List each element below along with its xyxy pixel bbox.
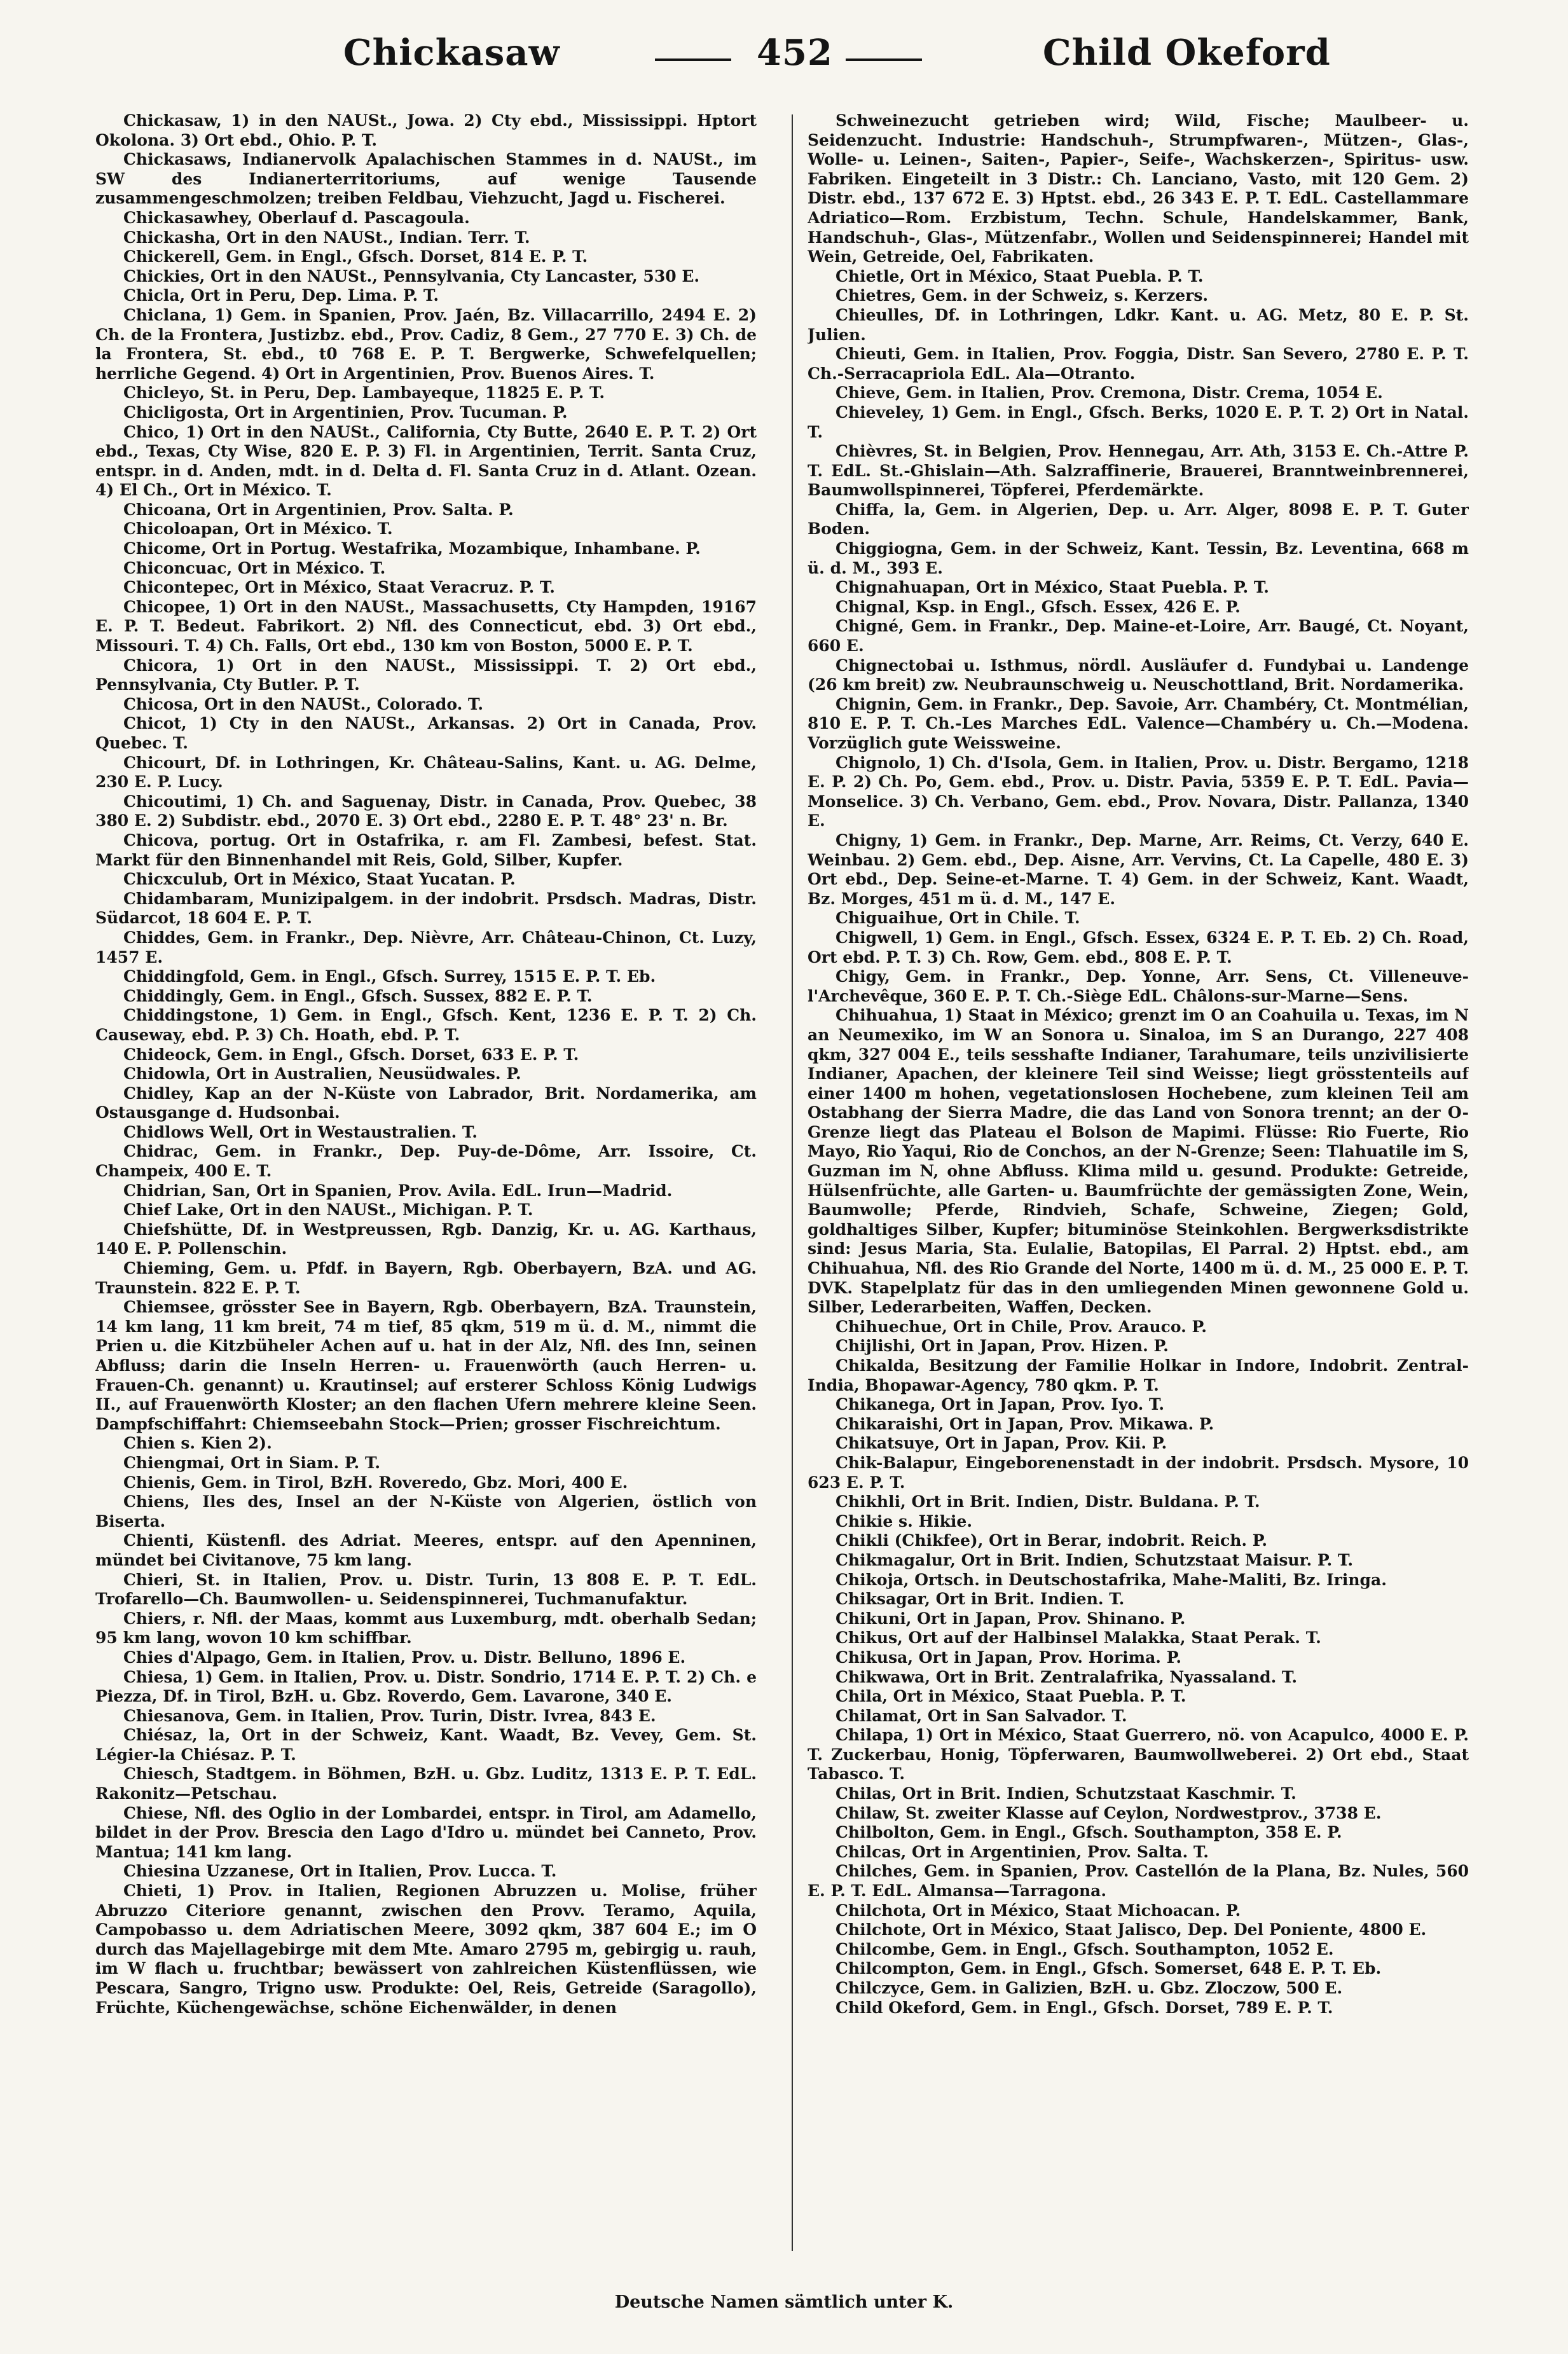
dictionary-entry: Chikusa, Ort in Japan, Prov. Horima. P. bbox=[836, 1648, 1182, 1667]
dictionary-entry: Chilcompton, Gem. in Engl., Gfsch. Somerset, 648 E. P. T. Eb. bbox=[836, 1959, 1382, 1978]
dictionary-entry: Chilapa, 1) Ort in México, Staat Guerrero, nö. von Acapulco, 4000 E. P. T. Zuckerbau, Honig, Töpferwaren, Baumwollweberei. 2) Ort ebd., Staat Tabasco. T. bbox=[808, 1726, 1469, 1784]
dictionary-entry: Chiésaz, la, Ort in der Schweiz, Kant. Waadt, Bz. Vevey, Gem. St. Légier-la Chiésaz. P. T. bbox=[95, 1726, 757, 1764]
dictionary-entry: Chiconcuac, Ort in México. T. bbox=[123, 558, 386, 577]
dictionary-entry: Chilas, Ort in Brit. Indien, Schutzstaat Kaschmir. T. bbox=[836, 1784, 1296, 1803]
dictionary-entry: Chièvres, St. in Belgien, Prov. Hennegau, Arr. Ath, 3153 E. Ch.-Attre P. T. EdL. St.-Ghislain—Ath. Salzraffinerie, Brauerei, Branntweinbrennerei, Baumwollspinnerei, Töpferei, Pferdemärkte. bbox=[808, 442, 1469, 500]
page-header bbox=[0, 32, 1568, 89]
dictionary-entry: Chignahuapan, Ort in México, Staat Puebla. P. T. bbox=[836, 578, 1269, 597]
dictionary-entry: Chicligosta, Ort in Argentinien, Prov. Tucuman. P. bbox=[123, 403, 568, 422]
dictionary-entry: Chigwell, 1) Gem. in Engl., Gfsch. Essex, 6324 E. P. T. Eb. 2) Ch. Road, Ort ebd. P. T. 3) Ch. Row, Gem. ebd., 808 E. P. T. bbox=[808, 928, 1469, 967]
dictionary-entry: Chico, 1) Ort in den NAUSt., California, Cty Butte, 2640 E. P. T. 2) Ort ebd., Texas, Cty Wise, 820 E. P. 3) Fl. in Argentinien, Territ. Santa Cruz, entspr. in d. Anden, mdt. in d. Delta d. Fl. Santa Cruz in d. Atlant. Ozean. 4) El Ch., Ort in México. T. bbox=[95, 422, 757, 500]
dictionary-entry: Chikus, Ort auf der Halbinsel Malakka, Staat Perak. T. bbox=[836, 1628, 1321, 1648]
dictionary-entry: Chidambaram, Munizipalgem. in der indobrit. Prsdsch. Madras, Distr. Südarcot, 18 604 E. P. T. bbox=[95, 889, 757, 928]
dictionary-entry: Chiksagar, Ort in Brit. Indien. T. bbox=[836, 1590, 1125, 1609]
dictionary-entry: Chignin, Gem. in Frankr., Dep. Savoie, Arr. Chambéry, Ct. Montmélian, 810 E. P. T. Ch.-Les Marches EdL. Valence—Chambéry u. Ch.—Modena. Vorzüglich gute Weissweine. bbox=[808, 694, 1469, 752]
dictionary-entry: Chieti, 1) Prov. in Italien, Regionen Abruzzen u. Molise, früher Abruzzo Citeriore genannt, zwischen den Provv. Teramo, Aquila, Campobasso u. dem Adriatischen Meere, 3092 qkm, 387 604 E.; im O durch das Majellagebirge mit dem Mte. Amaro 2795 m, gebirgig u. rauh, im W flach u. fruchtbar; bewässert von zahlreichen Küstenflüssen, wie Pescara, Sangro, Trigno usw. Produkte: Oel, Reis, Getreide (Saragollo), Früchte, Küchengewächse, schöne Eichenwälder, in denen bbox=[95, 1882, 757, 2017]
dictionary-entry: Chieulles, Df. in Lothringen, Ldkr. Kant. u. AG. Metz, 80 E. P. St. Julien. bbox=[808, 305, 1469, 344]
dictionary-entry: Chidley, Kap an der N-Küste von Labrador, Brit. Nordamerika, am Ostausgange d. Hudsonbai. bbox=[95, 1084, 757, 1122]
dictionary-entry: Chiddes, Gem. in Frankr., Dep. Nièvre, Arr. Château-Chinon, Ct. Luzy, 1457 E. bbox=[95, 928, 757, 967]
dictionary-entry: Chignolo, 1) Ch. d'Isola, Gem. in Italien, Prov. u. Distr. Bergamo, 1218 E. P. 2) Ch. Po, Gem. ebd., Prov. u. Distr. Pavia, 5359 E. P. T. EdL. Pavia—Monselice. 3) Ch. Verbano, Gem. ebd., Prov. Novara, Distr. Pallanza, 1340 E. bbox=[808, 753, 1469, 830]
dictionary-entry: Chilchote, Ort in México, Staat Jalisco, Dep. Del Poniente, 4800 E. bbox=[836, 1920, 1427, 1939]
dictionary-entry: Chilczyce, Gem. in Galizien, BzH. u. Gbz. Zloczow, 500 E. bbox=[836, 1979, 1343, 1997]
dictionary-entry: Chihuahua, 1) Staat in México; grenzt im O an Coahuila u. Texas, im N an Neumexiko, im W an Sonora u. Sinaloa, im S an Durango, 227 408 qkm, 327 004 E., teils sesshafte Indianer, Tarahumare, teils unzivilisierte Indianer, Apachen, der kleinere Teil sind Weisse; liegt grösstenteils auf einer 1400 m hohen, vegetationslosen Hochebene, zum kleinen Teil am Ostabhang der Sierra Madre, die das Land von Sonora trennt; an der O-Grenze liegt das Plateau el Bolson de Mapimi. Flüsse: Rio Fuerte, Rio Mayo, Rio Yaqui, Rio de Conchos, an der N-Grenze; Seen: Tlahuatile im S, Guzman im N, ohne Abfluss. Klima mild u. gesund. Produkte: Getreide, Hülsenfrüchte, alle Garten- u. Baumfrüchte der gemässigten Zone, Wein, Baumwolle; Pferde, Rindvieh, Schafe, Schweine, Ziegen; Gold, goldhaltiges Silber, Kupfer; bituminöse Steinkohlen. Bergwerksdistrikte sind: Jesus Maria, Sta. Eulalie, Batopilas, El Parral. 2) Hptst. ebd., am Chihuahua, Nfl. des Rio Grande del Norte, 1400 m ü. d. M., 25 000 E. P. T. DVK. Stapelplatz für das in den umliegenden Minen gewonnene Gold u. Silber, Lederarbeiten, Waffen, Decken. bbox=[808, 1006, 1469, 1317]
dictionary-entry: Chikatsuye, Ort in Japan, Prov. Kii. P. bbox=[836, 1434, 1167, 1453]
dictionary-entry: Chicontepec, Ort in México, Staat Veracruz. P. T. bbox=[123, 578, 555, 597]
dictionary-entry: Chik-Balapur, Eingeborenenstadt in der indobrit. Prsdsch. Mysore, 10 623 E. P. T. bbox=[808, 1453, 1469, 1492]
dictionary-entry: Chickies, Ort in den NAUSt., Pennsylvania, Cty Lancaster, 530 E. bbox=[123, 266, 700, 286]
dictionary-entry: Chicosa, Ort in den NAUSt., Colorado. T. bbox=[123, 694, 484, 713]
dictionary-entry: Chilches, Gem. in Spanien, Prov. Castellón de la Plana, Bz. Nules, 560 E. P. T. EdL. Almansa—Tarragona. bbox=[808, 1862, 1469, 1901]
dictionary-entry: Chiesa, 1) Gem. in Italien, Prov. u. Distr. Sondrio, 1714 E. P. T. 2) Ch. e Piezza, Df. in Tirol, BzH. u. Gbz. Roverdo, Gem. Lavarone, 340 E. bbox=[95, 1667, 757, 1706]
dictionary-entry: Chilchota, Ort in México, Staat Michoacan. P. bbox=[836, 1901, 1241, 1920]
dictionary-entry: Chiens, Iles des, Insel an der N-Küste von Algerien, östlich von Biserta. bbox=[95, 1492, 757, 1531]
dictionary-entry: Chien s. Kien 2). bbox=[123, 1434, 272, 1453]
dictionary-entry: Chiesanova, Gem. in Italien, Prov. Turin, Distr. Ivrea, 843 E. bbox=[123, 1706, 656, 1725]
dictionary-entry: Child Okeford, Gem. in Engl., Gfsch. Dorset, 789 E. P. T. bbox=[836, 1998, 1333, 2017]
dictionary-entry: Chicleyo, St. in Peru, Dep. Lambayeque, 11825 E. P. T. bbox=[123, 383, 605, 403]
dictionary-entry: Chikmagalur, Ort in Brit. Indien, Schutzstaat Maisur. P. T. bbox=[836, 1550, 1354, 1569]
dictionary-entry: Chickasha, Ort in den NAUSt., Indian. Terr. T. bbox=[123, 228, 530, 247]
dictionary-entry: Chidowla, Ort in Australien, Neusüdwales. P. bbox=[123, 1064, 521, 1084]
dictionary-entry: Chilaw, St. zweiter Klasse auf Ceylon, Nordwestprov., 3738 E. bbox=[836, 1803, 1382, 1822]
dictionary-entry: Chila, Ort in México, Staat Puebla. P. T. bbox=[836, 1687, 1186, 1706]
dictionary-entry: Chicxculub, Ort in México, Staat Yucatan. P. bbox=[123, 870, 516, 889]
dictionary-entry: Chikli (Chikfee), Ort in Berar, indobrit. Reich. P. bbox=[836, 1531, 1268, 1550]
dictionary-entry: Chiers, r. Nfl. der Maas, kommt aus Luxemburg, mdt. oberhalb Sedan; 95 km lang, wovon 10 km schiffbar. bbox=[95, 1609, 757, 1648]
dictionary-entry: Chicot, 1) Cty in den NAUSt., Arkansas. 2) Ort in Canada, Prov. Quebec. T. bbox=[95, 714, 757, 752]
dictionary-entry: Chicova, portug. Ort in Ostafrika, r. am Fl. Zambesi, befest. Stat. Markt für den Binnenhandel mit Reis, Gold, Silber, Kupfer. bbox=[95, 830, 757, 869]
dictionary-entry: Chikanega, Ort in Japan, Prov. Iyo. T. bbox=[836, 1395, 1165, 1414]
dictionary-entry: Chilcas, Ort in Argentinien, Prov. Salta. T. bbox=[836, 1842, 1209, 1861]
left-headword: Chickasaw bbox=[343, 32, 560, 74]
dictionary-entry: Chickerell, Gem. in Engl., Gfsch. Dorset, 814 E. P. T. bbox=[123, 247, 588, 266]
dictionary-entry: Chicoloapan, Ort in México. T. bbox=[123, 520, 393, 539]
dictionary-entry: Chicla, Ort in Peru, Dep. Lima. P. T. bbox=[123, 286, 439, 305]
dictionary-entry: Chieve, Gem. in Italien, Prov. Cremona, Distr. Crema, 1054 E. bbox=[836, 383, 1383, 403]
dictionary-entry: Chiggiogna, Gem. in der Schweiz, Kant. Tessin, Bz. Leventina, 668 m ü. d. M., 393 E. bbox=[808, 539, 1469, 577]
dictionary-entry: Chikuni, Ort in Japan, Prov. Shinano. P. bbox=[836, 1609, 1186, 1628]
dictionary-entry: Chicourt, Df. in Lothringen, Kr. Château-Salins, Kant. u. AG. Delme, 230 E. P. Lucy. bbox=[95, 753, 757, 792]
dictionary-entry: Chiffa, la, Gem. in Algerien, Dep. u. Arr. Alger, 8098 E. P. T. Guter Boden. bbox=[808, 500, 1469, 539]
dictionary-entry: Chikie s. Hikie. bbox=[836, 1511, 973, 1531]
dictionary-entry: Chieri, St. in Italien, Prov. u. Distr. Turin, 13 808 E. P. T. EdL. Trofarello—Ch. Baumwollen- u. Seidenspinnerei, Tuchmanufaktur. bbox=[95, 1570, 757, 1609]
dictionary-entry: Chietres, Gem. in der Schweiz, s. Kerzers. bbox=[836, 286, 1209, 305]
dictionary-entry: Chieming, Gem. u. Pfdf. in Bayern, Rgb. Oberbayern, BzA. und AG. Traunstein. 822 E. P. T. bbox=[95, 1259, 757, 1297]
page-number: 452 bbox=[757, 32, 833, 74]
dictionary-entry: Chilamat, Ort in San Salvador. T. bbox=[836, 1706, 1127, 1725]
left-column bbox=[95, 111, 757, 2254]
dictionary-entry: Schweinezucht getrieben wird; Wild, Fische; Maulbeer- u. Seidenzucht. Industrie: Handschuh-, Strumpfwaren-, Mützen-, Glas-, Wolle- u. Leinen-, Saiten-, Papier-, Seife-, Wachskerzen-, Spiritus- usw. Fabriken. Eingeteilt in 3 Distr.: Ch. Lanciano, Vasto, mit 120 Gem. 2) Distr. ebd., 137 672 E. 3) Hptst. ebd., 26 343 E. P. T. EdL. Castellammare Adriatico—Rom. Erzbistum, Techn. Schule, Handelskammer, Bank, Handschuh-, Glas-, Mützenfabr., Wollen und Seidenspinnerei; Handel mit Wein, Getreide, Oel, Fabrikaten. bbox=[808, 111, 1469, 266]
dictionary-entry: Chicoutimi, 1) Ch. and Saguenay, Distr. in Canada, Prov. Quebec, 38 380 E. 2) Subdistr. ebd., 2070 E. 3) Ort ebd., 2280 E. P. T. 48° 23' n. Br. bbox=[95, 792, 757, 830]
dictionary-entry: Chies d'Alpago, Gem. in Italien, Prov. u. Distr. Belluno, 1896 E. bbox=[123, 1648, 686, 1667]
header-dash-left bbox=[655, 59, 731, 61]
dictionary-entry: Chicome, Ort in Portug. Westafrika, Mozambique, Inhambane. P. bbox=[123, 539, 701, 558]
dictionary-entry: Chiemsee, grösster See in Bayern, Rgb. Oberbayern, BzA. Traunstein, 14 km lang, 11 km breit, 74 m tief, 85 qkm, 519 m ü. d. M., nimmt die Prien u. die Kitzbüheler Achen auf u. hat in der Alz, Nfl. des Inn, seinen Abfluss; darin die Inseln Herren- u. Frauenwörth (auch Herren- u. Frauen-Ch. genannt) u. Krautinsel; auf ersterer Schloss König Ludwigs II., auf Frauenwörth Kloster; an den flachen Ufern mehrere kleine Seen. Dampfschiffahrt: Chiemseebahn Stock—Prien; grosser Fischreichtum. bbox=[95, 1298, 757, 1433]
dictionary-entry: Chikwawa, Ort in Brit. Zentralafrika, Nyassaland. T. bbox=[836, 1667, 1298, 1686]
dictionary-entry: Chigny, 1) Gem. in Frankr., Dep. Marne, Arr. Reims, Ct. Verzy, 640 E. Weinbau. 2) Gem. ebd., Dep. Aisne, Arr. Vervins, Ct. La Capelle, 480 E. 3) Ort ebd., Dep. Seine-et-Marne. T. 4) Gem. in der Schweiz, Kant. Waadt, Bz. Morges, 451 m ü. d. M., 147 E. bbox=[808, 830, 1469, 908]
dictionary-entry: Chicoana, Ort in Argentinien, Prov. Salta. P. bbox=[123, 500, 514, 519]
dictionary-entry: Chideock, Gem. in Engl., Gfsch. Dorset, 633 E. P. T. bbox=[123, 1045, 579, 1064]
dictionary-entry: Chieveley, 1) Gem. in Engl., Gfsch. Berks, 1020 E. P. T. 2) Ort in Natal. T. bbox=[808, 403, 1469, 441]
dictionary-entry: Chieuti, Gem. in Italien, Prov. Foggia, Distr. San Severo, 2780 E. P. T. Ch.-Serracapriola EdL. Ala—Otranto. bbox=[808, 345, 1469, 383]
dictionary-entry: Chigné, Gem. in Frankr., Dep. Maine-et-Loire, Arr. Baugé, Ct. Noyant, 660 E. bbox=[808, 617, 1469, 656]
dictionary-entry: Chiddingfold, Gem. in Engl., Gfsch. Surrey, 1515 E. P. T. Eb. bbox=[123, 967, 656, 986]
dictionary-entry: Chiefshütte, Df. in Westpreussen, Rgb. Danzig, Kr. u. AG. Karthaus, 140 E. P. Pollenschin. bbox=[95, 1220, 757, 1258]
dictionary-entry: Chietle, Ort in México, Staat Puebla. P. T. bbox=[836, 266, 1204, 286]
header-dash-right bbox=[846, 59, 922, 61]
dictionary-entry: Chiddingly, Gem. in Engl., Gfsch. Sussex, 882 E. P. T. bbox=[123, 986, 593, 1005]
dictionary-entry: Chikaraishi, Ort in Japan, Prov. Mikawa. P. bbox=[836, 1414, 1214, 1433]
dictionary-entry: Chickasawhey, Oberlauf d. Pascagoula. bbox=[123, 208, 470, 227]
dictionary-entry: Chidrac, Gem. in Frankr., Dep. Puy-de-Dôme, Arr. Issoire, Ct. Champeix, 400 E. T. bbox=[95, 1142, 757, 1181]
dictionary-entry: Chickasaws, Indianervolk Apalachischen Stammes in d. NAUSt., im SW des Indianerterritoriums, auf wenige Tausende zusammengeschmolzen; treiben Feldbau, Viehzucht, Jagd u. Fischerei. bbox=[95, 150, 757, 208]
dictionary-entry: Chienis, Gem. in Tirol, BzH. Roveredo, Gbz. Mori, 400 E. bbox=[123, 1473, 628, 1492]
dictionary-entry: Chikhli, Ort in Brit. Indien, Distr. Buldana. P. T. bbox=[836, 1492, 1260, 1511]
dictionary-entry: Chignectobai u. Isthmus, nördl. Ausläufer d. Fundybai u. Landenge (26 km breit) zw. Neubraunschweig u. Neuschottland, Brit. Nordamerika. bbox=[808, 656, 1469, 694]
dictionary-entry: Chickasaw, 1) in den NAUSt., Jowa. 2) Cty ebd., Mississippi. Hptort Okolona. 3) Ort ebd., Ohio. P. T. bbox=[95, 111, 757, 149]
dictionary-entry: Chikalda, Besitzung der Familie Holkar in Indore, Indobrit. Zentral-India, Bhopawar-Agency, 780 qkm. P. T. bbox=[808, 1356, 1469, 1394]
dictionary-entry: Chiclana, 1) Gem. in Spanien, Prov. Jaén, Bz. Villacarrillo, 2494 E. 2) Ch. de la Frontera, Justizbz. ebd., Prov. Cadiz, 8 Gem., 27 770 E. 3) Ch. de la Frontera, St. ebd., t0 768 E. P. T. Bergwerke, Schwefelquellen; herrliche Gegend. 4) Ort in Argentinien, Prov. Buenos Aires. T. bbox=[95, 305, 757, 383]
dictionary-entry: Chignal, Ksp. in Engl., Gfsch. Essex, 426 E. P. bbox=[836, 597, 1241, 616]
right-headword: Child Okeford bbox=[1043, 32, 1331, 74]
dictionary-entry: Chiesch, Stadtgem. in Böhmen, BzH. u. Gbz. Luditz, 1313 E. P. T. EdL. Rakonitz—Petschau. bbox=[95, 1765, 757, 1803]
dictionary-entry: Chicora, 1) Ort in den NAUSt., Mississippi. T. 2) Ort ebd., Pennsylvania, Cty Butler. P. T. bbox=[95, 656, 757, 694]
dictionary-entry: Chiengmai, Ort in Siam. P. T. bbox=[123, 1453, 381, 1472]
dictionary-entry: Chicopee, 1) Ort in den NAUSt., Massachusetts, Cty Hampden, 19167 E. P. T. Bedeut. Fabrikort. 2) Nfl. des Connecticut, ebd. 3) Ort ebd., Missouri. T. 4) Ch. Falls, Ort ebd., 130 km von Boston, 5000 E. P. T. bbox=[95, 597, 757, 656]
dictionary-entry: Chihuechue, Ort in Chile, Prov. Arauco. P. bbox=[836, 1317, 1207, 1336]
dictionary-entry: Chienti, Küstenfl. des Adriat. Meeres, entspr. auf den Apenninen, mündet bei Civitanove, 75 km lang. bbox=[95, 1531, 757, 1569]
dictionary-entry: Chiddingstone, 1) Gem. in Engl., Gfsch. Kent, 1236 E. P. T. 2) Ch. Causeway, ebd. P. 3) Ch. Hoath, ebd. P. T. bbox=[95, 1006, 757, 1044]
column-divider bbox=[792, 114, 793, 2251]
dictionary-entry: Chigy, Gem. in Frankr., Dep. Yonne, Arr. Sens, Ct. Villeneuve-l'Archevêque, 360 E. P. T. Ch.-Siège EdL. Châlons-sur-Marne—Sens. bbox=[808, 967, 1469, 1005]
dictionary-entry: Chidrian, San, Ort in Spanien, Prov. Avila. EdL. Irun—Madrid. bbox=[123, 1181, 673, 1200]
dictionary-entry: Chiese, Nfl. des Oglio in der Lombardei, entspr. in Tirol, am Adamello, bildet in der Prov. Brescia den Lago d'Idro u. mündet bei Canneto, Prov. Mantua; 141 km lang. bbox=[95, 1803, 757, 1861]
dictionary-entry: Chiguaihue, Ort in Chile. T. bbox=[836, 909, 1080, 928]
dictionary-entry: Chikoja, Ortsch. in Deutschostafrika, Mahe-Maliti, Bz. Iringa. bbox=[836, 1570, 1387, 1589]
dictionary-entry: Chilbolton, Gem. in Engl., Gfsch. Southampton, 358 E. P. bbox=[836, 1823, 1342, 1842]
dictionary-entry: Chidlows Well, Ort in Westaustralien. T. bbox=[123, 1122, 478, 1141]
page-footer-note: Deutsche Namen sämtlich unter K. bbox=[614, 2292, 954, 2312]
dictionary-entry: Chief Lake, Ort in den NAUSt., Michigan. P. T. bbox=[123, 1201, 533, 1220]
dictionary-entry: Chiesina Uzzanese, Ort in Italien, Prov. Lucca. T. bbox=[123, 1862, 557, 1881]
right-column bbox=[808, 111, 1469, 2254]
dictionary-entry: Chijlishi, Ort in Japan, Prov. Hizen. P. bbox=[836, 1337, 1169, 1356]
dictionary-entry: Chilcombe, Gem. in Engl., Gfsch. Southampton, 1052 E. bbox=[836, 1939, 1334, 1958]
